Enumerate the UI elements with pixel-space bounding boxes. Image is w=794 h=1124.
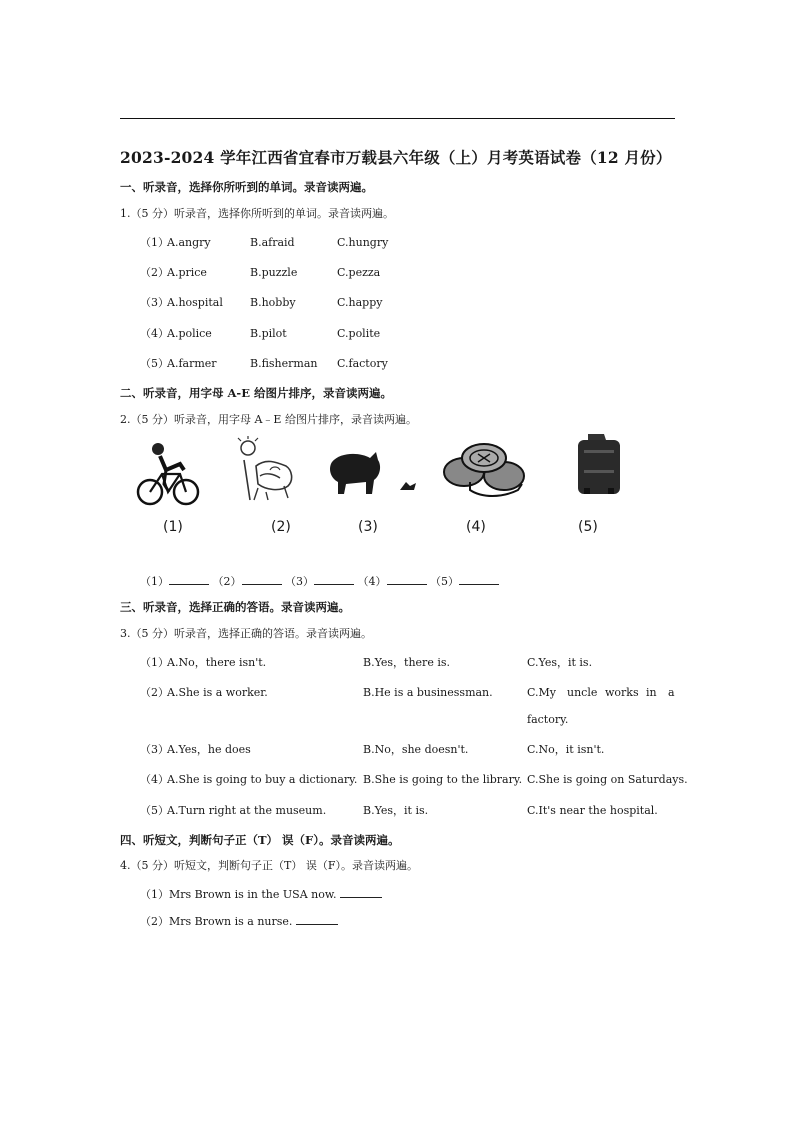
true-false-blank[interactable]	[340, 886, 382, 898]
q1-option-c[interactable]: C.hungry	[337, 236, 389, 249]
q3-option-b[interactable]: B.Yes，it is.	[363, 804, 429, 817]
question-2-answer-line	[140, 573, 499, 589]
q3-option-a[interactable]: A.She is a worker.	[167, 686, 268, 699]
answer-blank[interactable]	[242, 573, 282, 585]
suitcase-picture	[574, 430, 624, 498]
q3-option-a[interactable]: A.Turn right at the museum.	[167, 804, 327, 817]
q1-item-number: （3）	[140, 296, 169, 309]
q4-item-number: （1）	[140, 888, 169, 901]
q1-option-a[interactable]: A.hospital	[167, 296, 223, 309]
answer-number: （2）	[212, 575, 242, 588]
q1-item-number: （2）	[140, 266, 169, 279]
q1-option-b[interactable]: B.fisherman	[250, 357, 318, 370]
q1-option-b[interactable]: B.pilot	[250, 327, 287, 340]
picture-label: (5)	[578, 519, 598, 535]
q1-option-c[interactable]: C.factory	[337, 357, 388, 370]
picture-label: (3)	[358, 519, 378, 535]
answer-blank[interactable]	[459, 573, 499, 585]
q1-option-c[interactable]: C.pezza	[337, 266, 381, 279]
q4-statement-text: Mrs Brown is in the USA now.	[169, 888, 337, 901]
q4-item-number: （2）	[140, 915, 169, 928]
q3-option-b[interactable]: B.No，she doesn't.	[363, 743, 469, 756]
q3-item-number: （5）	[140, 804, 169, 817]
answer-blank[interactable]	[169, 573, 209, 585]
q1-option-b[interactable]: B.hobby	[250, 296, 296, 309]
page-title: 2023-2024 学年江西省宜春市万载县六年级（上）月考英语试卷（12 月份）	[120, 148, 672, 167]
q1-option-b[interactable]: B.afraid	[250, 236, 295, 249]
q3-option-a[interactable]: A.Yes，he does	[167, 743, 251, 756]
answer-number: （4）	[357, 575, 387, 588]
q3-option-c-word[interactable]: uncle	[567, 686, 598, 699]
q3-option-c-word[interactable]: C.My	[527, 686, 556, 699]
q1-item-number: （4）	[140, 327, 169, 340]
farmer-sketch-picture	[236, 436, 300, 504]
q3-option-c[interactable]: C.No，it isn't.	[527, 743, 605, 756]
q1-option-b[interactable]: B.puzzle	[250, 266, 298, 279]
q3-option-c[interactable]: C.She is going on Saturdays.	[527, 773, 688, 786]
answer-blank[interactable]	[314, 573, 354, 585]
q3-item-number: （2）	[140, 686, 169, 699]
q3-option-c[interactable]: C.Yes，it is.	[527, 656, 593, 669]
q1-option-c[interactable]: C.happy	[337, 296, 383, 309]
q3-item-number: （1）	[140, 656, 169, 669]
cat-picture	[326, 448, 382, 498]
question-4-stem: 4.（5 分）听短文，判断句子正（T） 误（F）。录音读两遍。	[120, 859, 418, 872]
q3-item-number: （4）	[140, 773, 169, 786]
q4-statement	[140, 913, 338, 929]
q3-option-c[interactable]: C.It's near the hospital.	[527, 804, 658, 817]
top-rule	[120, 118, 675, 119]
coins-picture	[442, 438, 528, 498]
q3-item-number: （3）	[140, 743, 169, 756]
answer-blank[interactable]	[387, 573, 427, 585]
picture-label: (2)	[271, 519, 291, 535]
q3-option-c-word[interactable]: in	[646, 686, 657, 699]
question-3-stem: 3.（5 分）听录音，选择正确的答语。录音读两遍。	[120, 627, 372, 640]
q1-item-number: （5）	[140, 357, 169, 370]
q1-option-a[interactable]: A.police	[167, 327, 212, 340]
section-1-header: 一、听录音，选择你所听到的单词。录音读两遍。	[120, 180, 373, 194]
q1-option-a[interactable]: A.farmer	[167, 357, 217, 370]
q3-option-b[interactable]: B.Yes，there is.	[363, 656, 450, 669]
q1-option-c[interactable]: C.polite	[337, 327, 381, 340]
true-false-blank[interactable]	[296, 913, 338, 925]
mouse-icon	[398, 480, 418, 492]
section-3-header: 三、听录音，选择正确的答语。录音读两遍。	[120, 600, 350, 614]
q3-option-b[interactable]: B.She is going to the library.	[363, 773, 523, 786]
q4-statement	[140, 886, 382, 902]
q1-item-number: （1）	[140, 236, 169, 249]
section-2-header: 二、听录音，用字母 A-E 给图片排序，录音读两遍。	[120, 386, 392, 400]
answer-number: （1）	[140, 575, 169, 588]
q3-option-c-word[interactable]: a	[668, 686, 675, 699]
q3-option-a[interactable]: A.No，there isn't.	[167, 656, 267, 669]
cyclist-picture	[136, 440, 200, 508]
picture-label: (4)	[466, 519, 486, 535]
q3-option-a[interactable]: A.She is going to buy a dictionary.	[167, 773, 358, 786]
q1-option-a[interactable]: A.price	[167, 266, 207, 279]
q3-option-c-word[interactable]: works	[605, 686, 639, 699]
q1-option-a[interactable]: A.angry	[167, 236, 211, 249]
picture-label: (1)	[163, 519, 183, 535]
answer-number: （5）	[430, 575, 459, 588]
question-2-stem: 2.（5 分）听录音，用字母 A﹣E 给图片排序，录音读两遍。	[120, 413, 417, 426]
q3-option-b[interactable]: B.He is a businessman.	[363, 686, 493, 699]
q4-statement-text: Mrs Brown is a nurse.	[169, 915, 293, 928]
question-1-stem: 1.（5 分）听录音，选择你所听到的单词。录音读两遍。	[120, 207, 394, 220]
section-4-header: 四、听短文，判断句子正（T） 误（F）。录音读两遍。	[120, 833, 400, 847]
q3-option-c-word[interactable]: factory.	[527, 713, 569, 726]
answer-number: （3）	[285, 575, 314, 588]
